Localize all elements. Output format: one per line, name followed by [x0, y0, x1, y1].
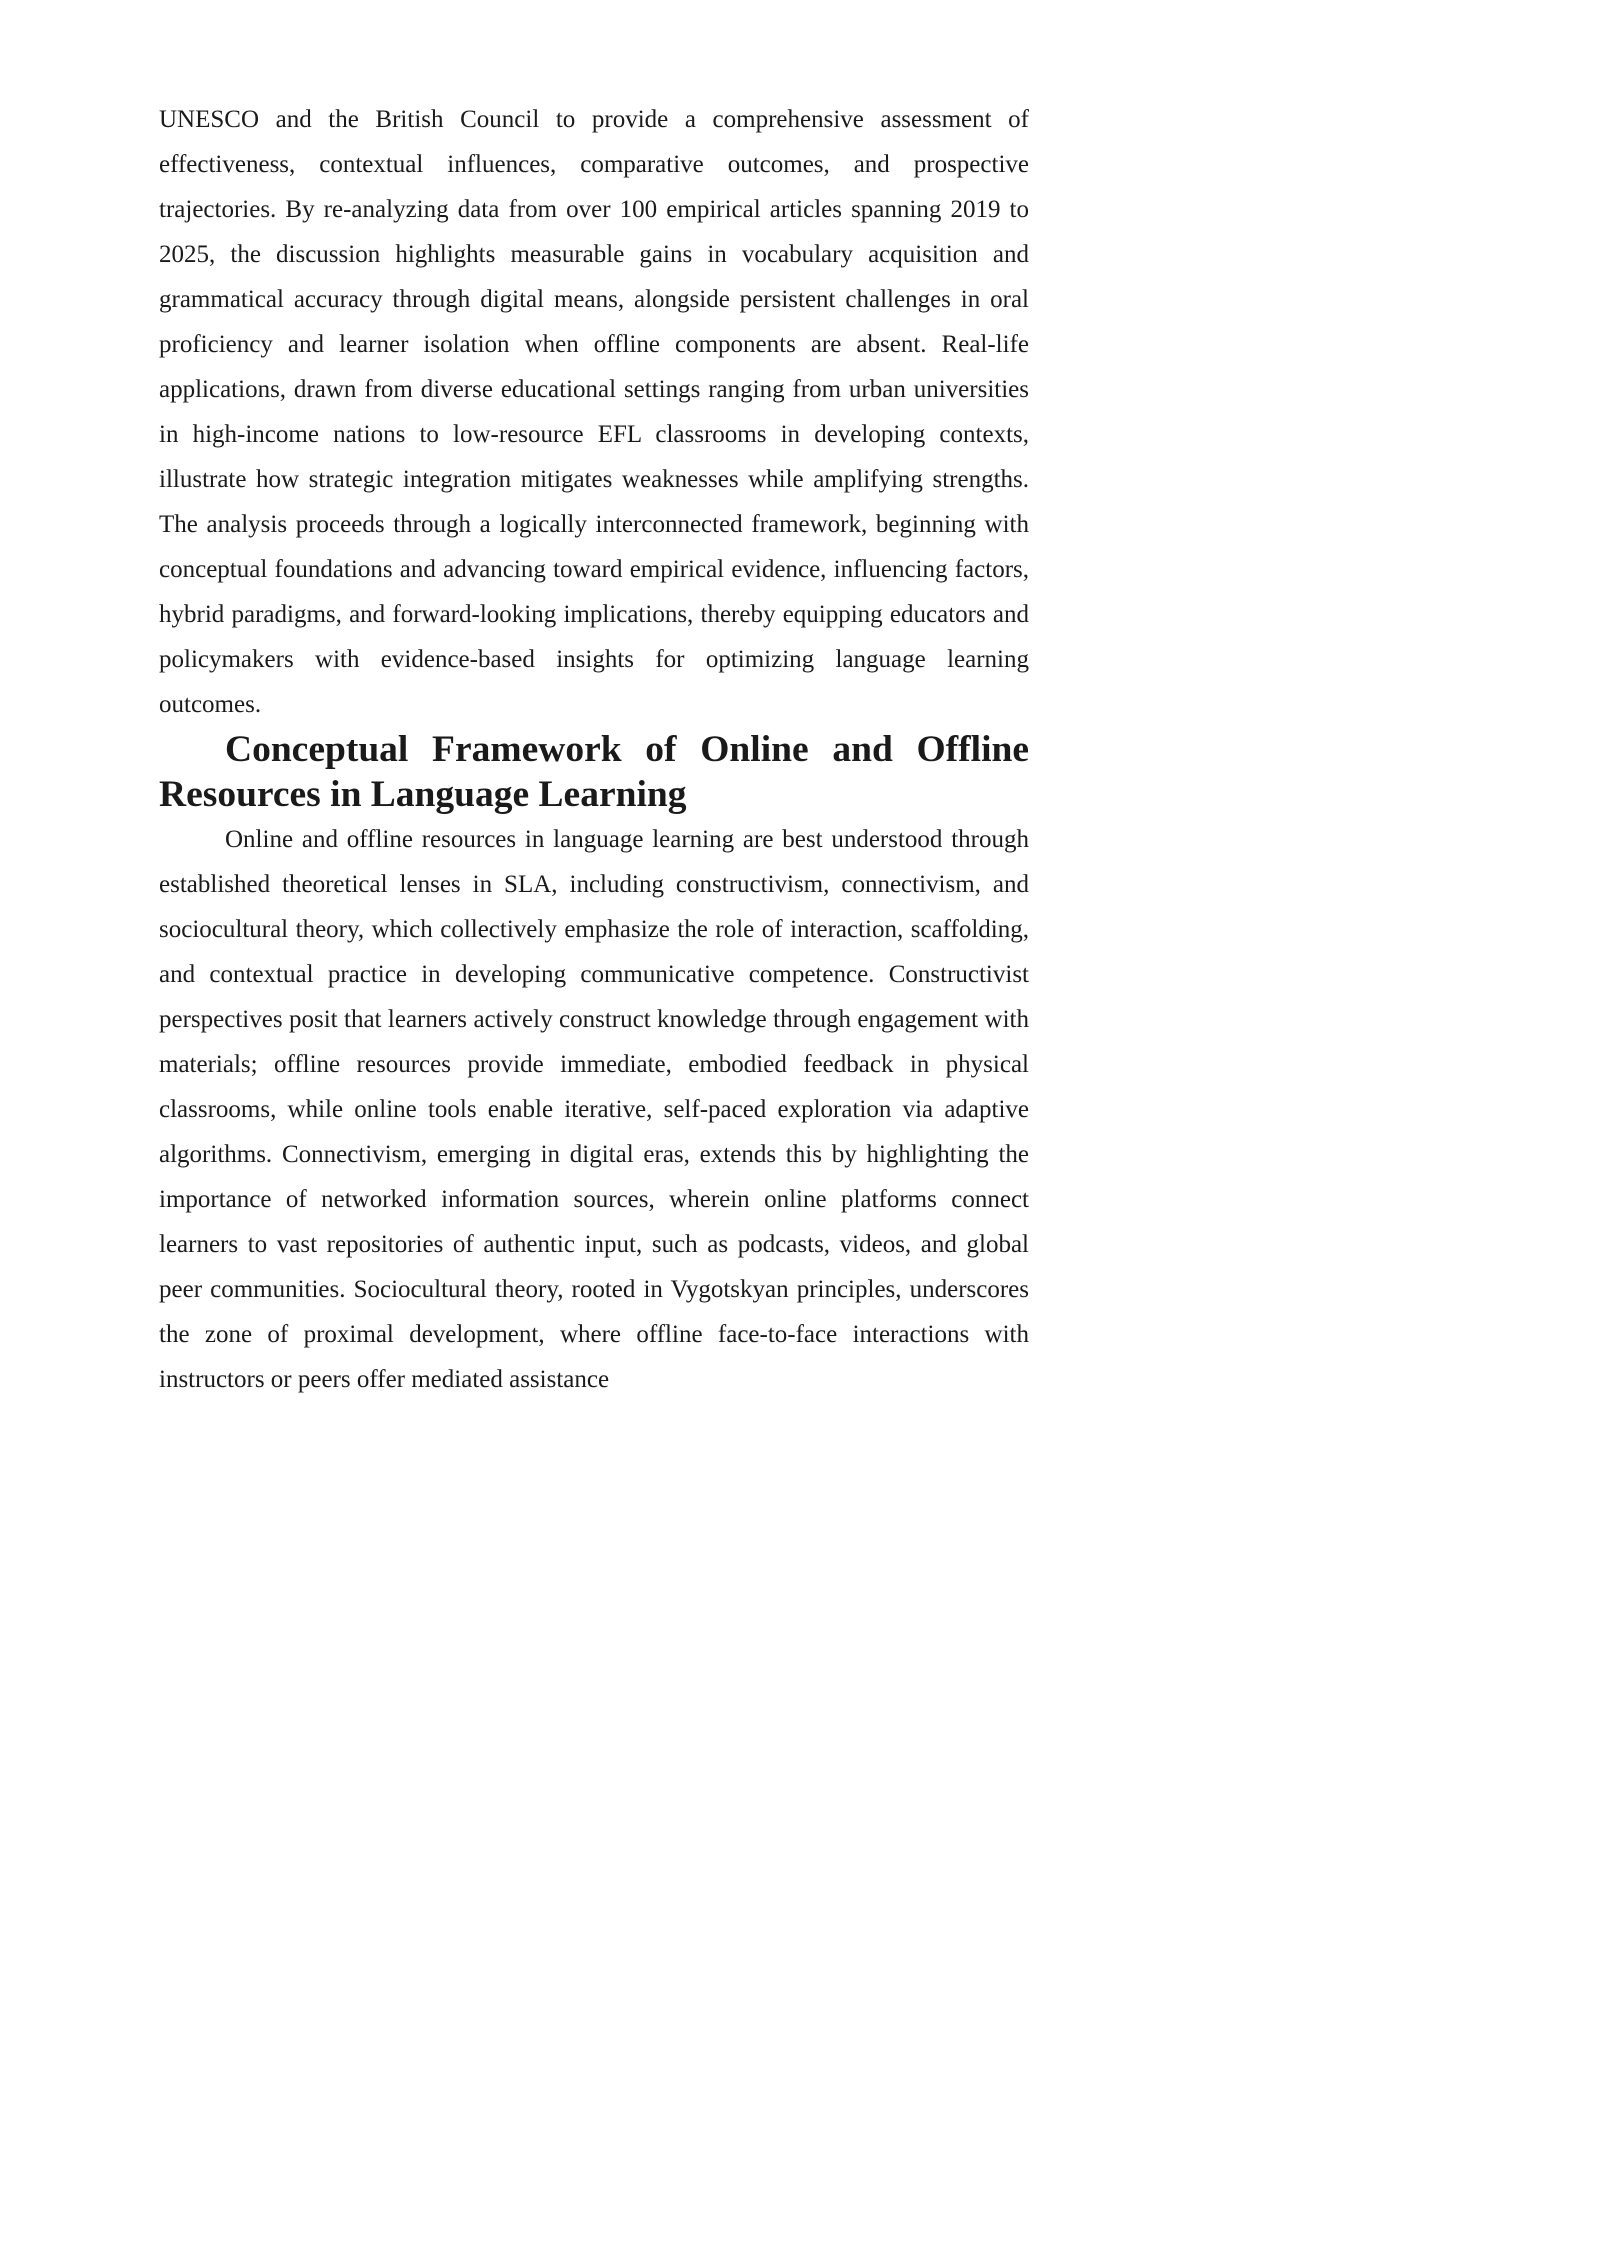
body-paragraph: UNESCO and the British Council to provide a comprehensive assessment of effectiveness, contextual influences, comparative outcomes, and prospective trajectories. By re-analyzing data from over 100 empirical articles spanning 2019 to 2025, the discussion highlights measurable gains in vocabulary acquisition and grammatical accuracy through digital means, alongside persistent challenges in oral proficiency and learner isolation when offline components are absent. Real-life applications, drawn from diverse educational settings ranging from urban universities in high-income nations to low-resource EFL classrooms in developing contexts, illustrate how strategic integration mitigates weaknesses while amplifying strengths. The analysis proceeds through a logically interconnected framework, beginning with conceptual foundations and advancing toward empirical evidence, influencing factors, hybrid paradigms, and forward-looking implications, thereby equipping educators and policymakers with evidence-based insights for optimizing language learning outcomes. [159, 106, 1029, 718]
section-heading: Conceptual Framework of Online and Offline Resources in Language Learning [159, 729, 1029, 815]
document-page [159, 97, 1029, 1402]
body-paragraph: Online and offline resources in language learning are best understood through established theoretical lenses in SLA, including constructivism, connectivism, and sociocultural theory, which collectively emphasize the role of interaction, scaffolding, and contextual practice in developing communicative competence. Constructivist perspectives posit that learners actively construct knowledge through engagement with materials; offline resources provide immediate, embodied feedback in physical classrooms, while online tools enable iterative, self-paced exploration via adaptive algorithms. Connectivism, emerging in digital eras, extends this by highlighting the importance of networked information sources, wherein online platforms connect learners to vast repositories of authentic input, such as podcasts, videos, and global peer communities. Sociocultural theory, rooted in Vygotskyan principles, underscores the zone of proximal development, where offline face-to-face interactions with instructors or peers offer mediated assistance [159, 826, 1029, 1393]
